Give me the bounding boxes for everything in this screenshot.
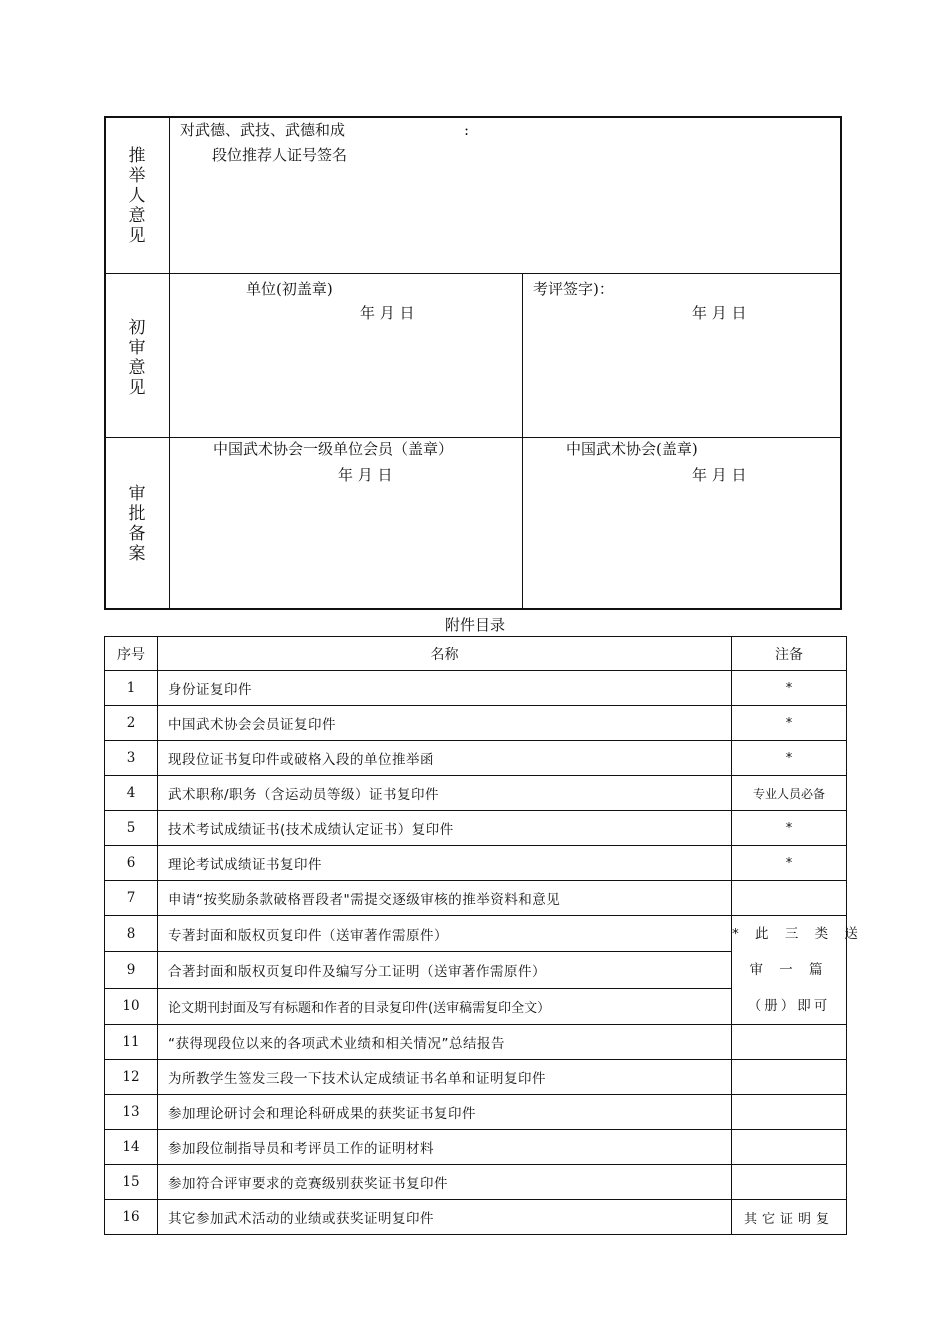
row-note: * <box>732 706 847 741</box>
recommender-colon: : <box>464 121 470 139</box>
row-name: 参加符合评审要求的竞赛级别获奖证书复印件 <box>158 1165 732 1200</box>
row-name: 理论考试成绩证书复印件 <box>158 846 732 881</box>
row-num: 2 <box>105 706 158 741</box>
section-divider-1 <box>105 273 842 274</box>
table-row <box>105 1025 847 1060</box>
row-note: 其它证明复 <box>732 1200 847 1235</box>
row-note <box>732 1060 847 1095</box>
table-row <box>105 776 847 811</box>
row-num: 14 <box>105 1130 158 1165</box>
unit-seal-label: 单位(初盖章) <box>246 280 333 298</box>
row-name: 参加段位制指导员和考评员工作的证明材料 <box>158 1130 732 1165</box>
row-name: 为所教学生签发三段一下技术认定成绩证书名单和证明复印件 <box>158 1060 732 1095</box>
preliminary-review-label: 初 审 意 见 <box>128 318 146 398</box>
merged-note-line: 审 一 篇 <box>749 962 829 978</box>
recommender-assessment-text: 对武德、武技、武德和成 <box>180 121 346 139</box>
label-column-divider <box>169 117 170 609</box>
row-name: 技术考试成绩证书(技术成绩认定证书）复印件 <box>158 811 732 846</box>
row-num: 13 <box>105 1095 158 1130</box>
row-num: 3 <box>105 741 158 776</box>
examiner-signature-label: 考评签字)： <box>533 280 614 298</box>
row-note <box>732 881 847 916</box>
row-name: 身份证复印件 <box>158 671 732 706</box>
table-row <box>105 1200 847 1235</box>
association-seal-label: 中国武术协会(盖章) <box>566 440 698 458</box>
row-name: 参加理论研讨会和理论科研成果的获奖证书复印件 <box>158 1095 732 1130</box>
approval-left-date: 年 月 日 <box>338 466 393 484</box>
table-row <box>105 1095 847 1130</box>
row-num: 11 <box>105 1025 158 1060</box>
merged-note-line: * 此 三 类 送 <box>732 926 864 942</box>
row-num: 1 <box>105 671 158 706</box>
member-unit-seal-label: 中国武术协会一级单位会员（盖章） <box>213 440 454 458</box>
table-row <box>105 706 847 741</box>
row-name: 现段位证书复印件或破格入段的单位推举函 <box>158 741 732 776</box>
row-note <box>732 1130 847 1165</box>
table-row <box>105 671 847 706</box>
row-note: * <box>732 671 847 706</box>
row-name: 合著封面和版权页复印件及编写分工证明（送审著作需原件） <box>158 952 732 988</box>
row-note: 专业人员必备 <box>732 776 847 811</box>
row-note: * <box>732 811 847 846</box>
approval-right-date: 年 月 日 <box>692 466 747 484</box>
row-num: 4 <box>105 776 158 811</box>
row-note <box>732 1025 847 1060</box>
table-row <box>105 741 847 776</box>
row-num: 15 <box>105 1165 158 1200</box>
table-row <box>105 811 847 846</box>
header-name: 名称 <box>158 637 732 671</box>
row-note <box>732 1095 847 1130</box>
row-num: 10 <box>105 988 158 1024</box>
approval-filing-label: 审 批 备 案 <box>128 484 146 564</box>
row-num: 8 <box>105 916 158 952</box>
recommender-opinion-label: 推 举 人 意 见 <box>128 146 146 246</box>
table-row <box>105 846 847 881</box>
header-note: 注备 <box>732 637 847 671</box>
row-name: 申请“按奖励条款破格晋段者"需提交逐级审核的推举资料和意见 <box>158 881 732 916</box>
row-num: 6 <box>105 846 158 881</box>
row-num: 7 <box>105 881 158 916</box>
table-row <box>105 916 847 952</box>
table-row <box>105 1130 847 1165</box>
recommendation-form <box>104 116 842 610</box>
row-num: 16 <box>105 1200 158 1235</box>
table-row <box>105 1060 847 1095</box>
attachments-table <box>104 636 864 1235</box>
section-divider-2 <box>105 437 842 438</box>
opinion-column-divider <box>522 274 523 609</box>
table-row <box>105 1165 847 1200</box>
table-header-row <box>105 637 847 671</box>
preliminary-left-date: 年 月 日 <box>360 304 415 322</box>
row-num: 9 <box>105 952 158 988</box>
row-note: * <box>732 846 847 881</box>
row-note: * <box>732 741 847 776</box>
preliminary-right-date: 年 月 日 <box>692 304 747 322</box>
attachments-title: 附件目录 <box>444 616 505 634</box>
table-row <box>105 881 847 916</box>
row-num: 5 <box>105 811 158 846</box>
row-num: 12 <box>105 1060 158 1095</box>
row-name: 武术职称/职务（含运动员等级）证书复印件 <box>158 776 732 811</box>
merged-note-cell <box>732 916 864 1025</box>
row-note <box>732 1165 847 1200</box>
merged-note-line: （册）即可 <box>747 998 831 1014</box>
row-name: 中国武术协会会员证复印件 <box>158 706 732 741</box>
row-name: “获得现段位以来的各项武术业绩和相关情况”总结报告 <box>158 1025 732 1060</box>
row-name: 其它参加武术活动的业绩或获奖证明复印件 <box>158 1200 732 1235</box>
recommender-signature-line: 段位推荐人证号签名 <box>212 146 348 164</box>
row-name: 专著封面和版权页复印件（送审著作需原件） <box>158 916 732 952</box>
header-num: 序号 <box>105 637 158 671</box>
row-name: 论文期刊封面及写有标题和作者的目录复印件(送审稿需复印全文） <box>158 988 732 1024</box>
